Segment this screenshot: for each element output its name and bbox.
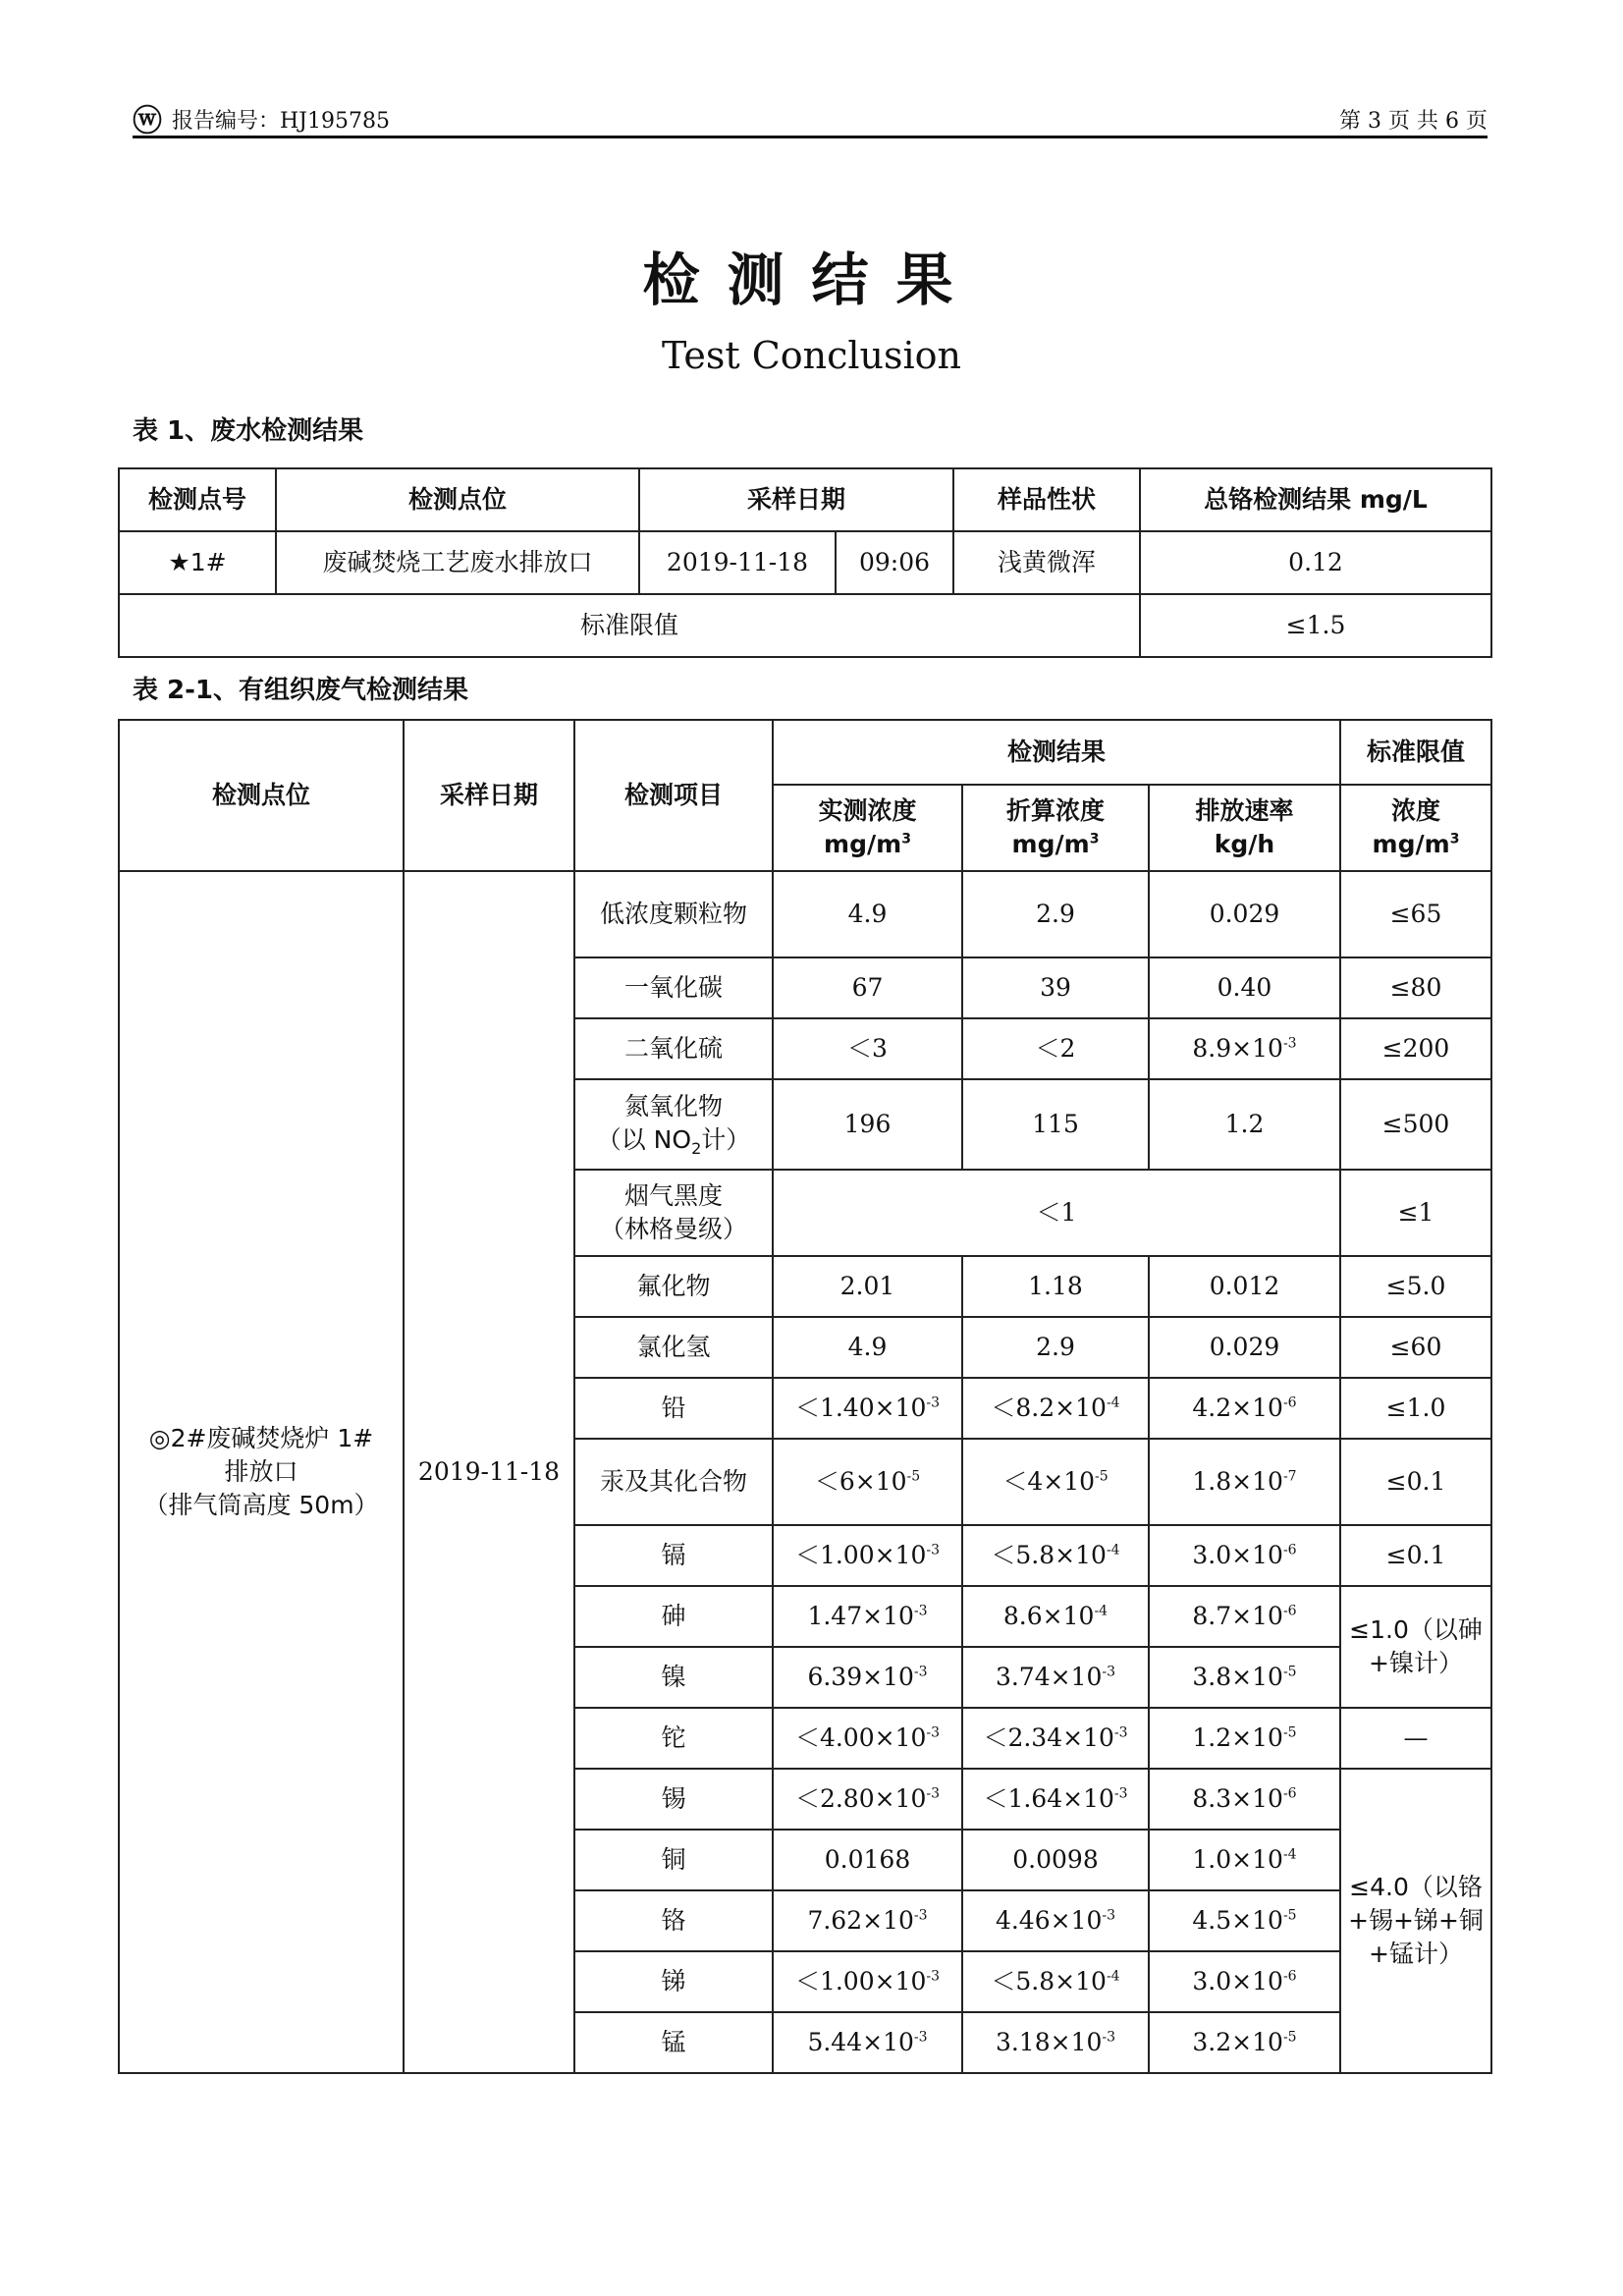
table-row: 汞及其化合物 $<6\times 10^{-5}$ $<4\times 10^{-5}$ $1.8\times 10^{-7}$ ≤0.1: [119, 1439, 1491, 1525]
t1-header-date: 采样日期: [639, 468, 953, 531]
table-row: 氟化物 2.01 1.18 0.012 ≤5.0: [119, 1256, 1491, 1317]
t2-header-rate: 排放速率 kg/h: [1149, 785, 1340, 871]
table-row: 锡 $<2.80\times 10^{-3}$ $<1.64\times 10^{-3}$ $8.3\times 10^{-6}$ ≤4.0（以铬+锡+锑+铜+锰计）: [119, 1769, 1491, 1830]
t1-location: 废碱焚烧工艺废水排放口: [276, 531, 639, 594]
table-row: 一氧化碳 67 39 0.40 ≤80: [119, 957, 1491, 1018]
t2-header-converted: 折算浓度 $mg/m^3$: [962, 785, 1149, 871]
table-row: 二氧化硫 ＜3 ＜2 $8.9\times 10^{-3}$ ≤200: [119, 1018, 1491, 1079]
t1-result: 0.12: [1140, 531, 1491, 594]
t1-header-location: 检测点位: [276, 468, 639, 531]
wastewater-table: [118, 467, 1492, 658]
t1-header-result: 总铬检测结果 mg/L: [1140, 468, 1491, 531]
table-row: 铜 0.0168 0.0098 $1.0\times 10^{-4}$: [119, 1830, 1491, 1890]
t2-header-limit: 标准限值: [1340, 720, 1491, 785]
table-row: 锑 $<1.00\times 10^{-3}$ $<5.8\times 10^{-4}$ $3.0\times 10^{-6}$: [119, 1951, 1491, 2012]
table-row: 烟气黑度 （林格曼级） ＜1 ≤1: [119, 1170, 1491, 1256]
t1-header-appearance: 样品性状: [953, 468, 1140, 531]
company-logo-icon: ⓦ: [133, 104, 162, 138]
page-header: [133, 96, 1488, 138]
page-number: 第 3 页 共 6 页: [1339, 109, 1488, 134]
exhaust-gas-table: [118, 719, 1492, 2074]
page-subtitle: Test Conclusion: [661, 334, 962, 377]
table-row: 镍 $6.39\times 10^{-3}$ $3.74\times 10^{-3}$ $3.8\times 10^{-5}$: [119, 1647, 1491, 1708]
t2-header-location: 检测点位: [119, 720, 404, 871]
t2-limit-as-ni: ≤1.0（以砷+镍计）: [1340, 1586, 1491, 1708]
t1-appearance: 浅黄微浑: [953, 531, 1140, 594]
table-row: 锰 $5.44\times 10^{-3}$ $3.18\times 10^{-3}$ $3.2\times 10^{-5}$: [119, 2012, 1491, 2073]
t2-header-measured: 实测浓度 $mg/m^3$: [773, 785, 962, 871]
table2-caption: 表 2-1、有组织废气检测结果: [133, 676, 469, 705]
t1-time: 09:06: [836, 531, 953, 594]
t2-location: ◎2#废碱焚烧炉 1# 排放口 （排气筒高度 50m）: [119, 871, 404, 2073]
table-row: 铅 $<1.40\times 10^{-3}$ $<8.2\times 10^{-4}$ $4.2\times 10^{-6}$ ≤1.0: [119, 1378, 1491, 1439]
table1-caption: 表 1、废水检测结果: [133, 416, 364, 446]
t2-date: 2019-11-18: [404, 871, 574, 2073]
table-row: ◎2#废碱焚烧炉 1# 排放口 （排气筒高度 50m） 2019-11-18 低浓度颗粒物 4.9 2.9 0.029 ≤65: [119, 871, 1491, 957]
table-row: 砷 $1.47\times 10^{-3}$ $8.6\times 10^{-4}$ $8.7\times 10^{-6}$ ≤1.0（以砷+镍计）: [119, 1586, 1491, 1647]
table-row: 铬 $7.62\times 10^{-3}$ $4.46\times 10^{-3}$ $4.5\times 10^{-5}$: [119, 1890, 1491, 1951]
t2-header-results: 检测结果: [773, 720, 1340, 785]
page-title: 检测结果: [642, 246, 981, 313]
t1-point-no: ★1#: [119, 531, 276, 594]
t1-limit-label: 标准限值: [119, 594, 1140, 657]
t2-limit-group: ≤4.0（以铬+锡+锑+铜+锰计）: [1340, 1769, 1491, 2073]
table-row: 氮氧化物 （以 $NO_2$计） 196 115 1.2 ≤500: [119, 1079, 1491, 1170]
t1-limit-value: ≤1.5: [1140, 594, 1491, 657]
t2-header-item: 检测项目: [574, 720, 773, 871]
t2-header-conc: 浓度 $mg/m^3$: [1340, 785, 1491, 871]
table-row: 氯化氢 4.9 2.9 0.029 ≤60: [119, 1317, 1491, 1378]
t2-header-date: 采样日期: [404, 720, 574, 871]
table-row: 镉 $<1.00\times 10^{-3}$ $<5.8\times 10^{-4}$ $3.0\times 10^{-6}$ ≤0.1: [119, 1525, 1491, 1586]
t1-header-point-no: 检测点号: [119, 468, 276, 531]
t1-date: 2019-11-18: [639, 531, 836, 594]
report-number: 报告编号：HJ195785: [172, 109, 390, 134]
table-row: 铊 $<4.00\times 10^{-3}$ $<2.34\times 10^{-3}$ $1.2\times 10^{-5}$ —: [119, 1708, 1491, 1769]
